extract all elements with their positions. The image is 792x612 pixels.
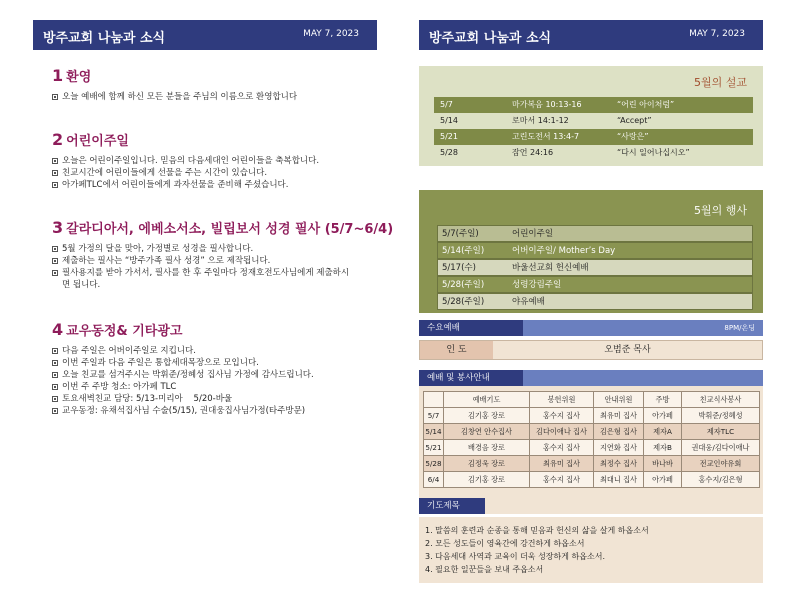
square-bullet-icon <box>52 246 58 252</box>
sermon-row: 5/21 고린도전서 13:4-7 “사랑은” <box>434 129 753 145</box>
table-row: 5/21 배경음 장로 홍수지 집사 지연화 집사 제자B 권대웅/김다이애나 <box>424 440 760 456</box>
leader-name: 오범준 목사 <box>604 345 651 355</box>
prayer-item: 3. 다음세대 사역과 교육이 더욱 성장하게 하옵소서. <box>425 552 605 561</box>
square-bullet-icon <box>52 158 58 164</box>
event-row: 5/17(수) 바울선교회 헌신예배 <box>437 259 753 276</box>
list-item: 5월 가정의 달을 맞아, 가정별로 성경을 필사합니다. <box>52 243 382 255</box>
event-row: 5/14(주일) 어버이주일/ Mother’s Day <box>437 242 753 259</box>
list-item: 아가페TLC에서 어린이들에게 과자선물을 준비해 주셨습니다. <box>52 179 382 191</box>
list-item: 필사용지를 받아 가서서, 필사를 한 후 주일마다 정재호전도사님에게 제출하시면 됩니다. <box>52 267 352 291</box>
section-bible-transcription <box>52 218 394 291</box>
wednesday-service-label: 수요예배 <box>419 320 523 336</box>
square-bullet-icon <box>52 396 58 402</box>
left-header-title: 방주교회 나눔과 소식 <box>43 31 166 46</box>
table-row: 5/7 김기홍 장로 홍수지 집사 최유미 집사 아가페 박휘준/정혜성 <box>424 408 760 424</box>
table-header-row: 예배기도 봉헌위원 안내위원 주방 친교식사봉사 <box>424 392 760 408</box>
list-item: 토요새벽친교 담당: 5/13-미리아 5/20-바울 <box>52 393 382 405</box>
square-bullet-icon <box>52 182 58 188</box>
table-row: 5/14 김창연 안수집사 김다이애나 집사 김은형 집사 제자A 제자TLC <box>424 424 760 440</box>
square-bullet-icon <box>52 360 58 366</box>
prayer-label: 기도제목 <box>419 498 485 514</box>
square-bullet-icon <box>52 408 58 414</box>
square-bullet-icon <box>52 258 58 264</box>
section-title: 어린이주일 <box>66 134 129 149</box>
section-welcome <box>52 66 382 103</box>
sermon-row: 5/28 잠언 24:16 “다시 일어나십시오” <box>440 148 690 157</box>
square-bullet-icon <box>52 348 58 354</box>
wednesday-service-time: 8PM/온딩 <box>523 320 763 336</box>
service-info-label: 예배 및 봉사안내 <box>419 370 523 386</box>
square-bullet-icon <box>52 384 58 390</box>
list-item: 오늘 예배에 함께 하신 모든 분들을 주님의 이름으로 환영합니다 <box>52 91 382 103</box>
sermon-box-title: 5월의 설교 <box>694 76 747 89</box>
section-number: 1 <box>52 66 64 85</box>
square-bullet-icon <box>52 94 58 100</box>
prayer-item: 2. 모든 성도들이 영육간에 강건하게 하옵소서 <box>425 539 585 548</box>
list-item: 교우동정: 유채석집사님 수술(5/15), 권대웅집사님가정(타주방문) <box>52 405 382 417</box>
event-box-title: 5월의 행사 <box>694 204 747 217</box>
section-number: 2 <box>52 130 64 149</box>
event-box <box>419 190 763 313</box>
sermon-row: 5/14 로마서 14:1-12 “Accept” <box>440 116 652 125</box>
service-table-panel <box>419 386 763 498</box>
prayer-item: 1. 말씀의 훈련과 순종을 통해 믿음과 헌신의 삶을 살게 하옵소서 <box>425 526 649 535</box>
leader-role: 인 도 <box>420 341 493 359</box>
section-number: 4 <box>52 320 64 339</box>
event-row: 5/7(주일) 어린이주일 <box>437 225 753 242</box>
wednesday-service-bar <box>419 320 763 336</box>
table-row: 5/28 김정욱 장로 최유미 집사 최정수 집사 바나바 전교인야유회 <box>424 456 760 472</box>
service-table <box>423 391 760 488</box>
event-row: 5/28(주일) 야유예배 <box>437 293 753 310</box>
leader-row <box>419 340 763 360</box>
section-number: 3 <box>52 218 64 237</box>
left-header-date: MAY 7, 2023 <box>303 29 359 39</box>
right-page <box>396 0 792 612</box>
section-news <box>52 320 382 417</box>
list-item: 이번 주일과 다음 주일은 통합세대목장으로 모입니다. <box>52 357 382 369</box>
prayer-item: 4. 필요한 일꾼들을 보내 주옵소서 <box>425 565 544 574</box>
section-title: 환영 <box>66 70 92 85</box>
list-item: 친교시간에 어린이들에게 선물을 주는 시간이 있습니다. <box>52 167 382 179</box>
section-title: 갈라디아서, 에베소서소, 빌립보서 성경 필사 (5/7~6/4) <box>66 222 394 237</box>
list-item: 제출하는 필사는 “방주가족 필사 성경” 으로 제작됩니다. <box>52 255 382 267</box>
left-header <box>33 20 377 50</box>
right-header <box>419 20 763 50</box>
sermon-row: 5/7 마가복음 10:13-16 “어린 아이처럼” <box>434 97 753 113</box>
list-item: 오늘 친교를 섬겨주시는 박휘준/정혜성 집사님 가정에 감사드립니다. <box>52 369 382 381</box>
square-bullet-icon <box>52 372 58 378</box>
prayer-bar <box>419 498 763 514</box>
service-info-bar <box>419 370 763 386</box>
list-item: 이번 주 주방 청소: 아가페 TLC <box>52 381 382 393</box>
prayer-panel <box>419 517 763 583</box>
section-title: 교우동정& 기타광고 <box>66 324 183 339</box>
square-bullet-icon <box>52 270 58 276</box>
list-item: 다음 주일은 어버이주일로 지킵니다. <box>52 345 382 357</box>
right-header-date: MAY 7, 2023 <box>689 29 745 39</box>
list-item: 오늘은 어린이주일입니다. 믿음의 다음세대인 어린이들을 축복합니다. <box>52 155 382 167</box>
square-bullet-icon <box>52 170 58 176</box>
right-header-title: 방주교회 나눔과 소식 <box>429 31 552 46</box>
sermon-box <box>419 66 763 166</box>
table-row: 6/4 김기홍 장로 홍수지 집사 최대니 집사 아가페 홍수지/김은형 <box>424 472 760 488</box>
event-row: 5/28(주일) 성령강림주일 <box>437 276 753 293</box>
section-childrens-day <box>52 130 382 191</box>
